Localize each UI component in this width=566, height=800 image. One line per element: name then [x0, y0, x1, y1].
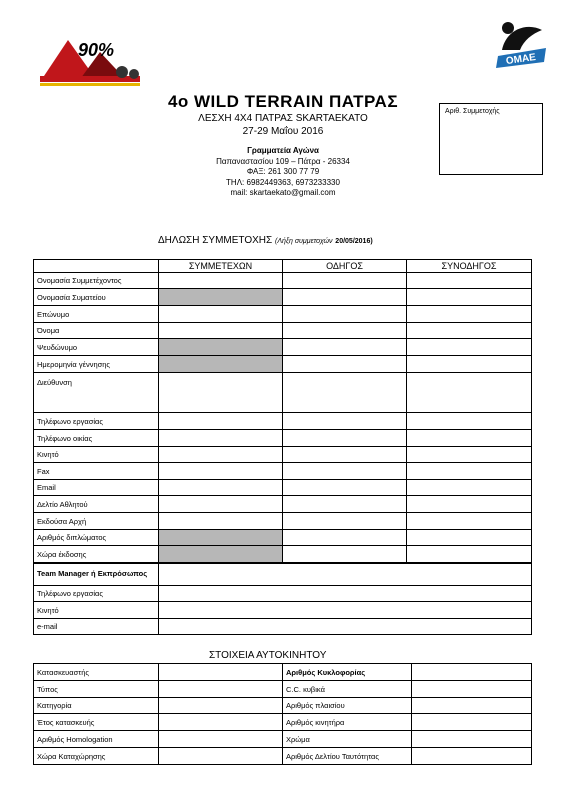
table-row [34, 373, 532, 413]
car-right-field[interactable] [412, 664, 532, 681]
declaration-note: (Λήξη συμμετοχών [274, 238, 333, 245]
table-row [34, 530, 532, 546]
entry-col-codriver: ΣΥΝΟΔΗΓΟΣ [407, 260, 532, 273]
car-left-field[interactable] [159, 748, 283, 765]
row-label: Τηλέφωνο εργασίας [34, 586, 159, 602]
participant-cell-shaded [159, 289, 283, 306]
row-label: Δελτίο Αθλητού [34, 496, 159, 513]
table-row [34, 681, 532, 698]
participant-cell-shaded [159, 339, 283, 356]
table-row [34, 447, 532, 463]
participant-cell[interactable] [159, 480, 283, 496]
declaration-deadline: 20/05/2016) [335, 238, 373, 245]
codriver-cell[interactable] [407, 430, 532, 447]
table-row [34, 748, 532, 765]
car-left-field[interactable] [159, 714, 283, 731]
codriver-cell[interactable] [407, 323, 532, 339]
car-section-title: ΣΤΟΙΧΕΙΑ ΑΥΤΟΚΙΝΗΤΟΥ [209, 650, 327, 661]
participant-cell[interactable] [159, 413, 283, 430]
row-label: Κινητό [34, 447, 159, 463]
secretariat-phone: ΤΗΛ: 6982449363, 6973233330 [226, 177, 340, 187]
codriver-cell[interactable] [407, 513, 532, 530]
driver-cell[interactable] [283, 306, 407, 323]
team-manager-table [33, 563, 532, 635]
logo-left-text: 90% [77, 40, 115, 60]
team-field[interactable] [159, 619, 532, 635]
codriver-cell[interactable] [407, 273, 532, 289]
codriver-cell[interactable] [407, 356, 532, 373]
driver-cell[interactable] [283, 323, 407, 339]
table-row [34, 496, 532, 513]
team-field[interactable] [159, 586, 532, 602]
driver-cell[interactable] [283, 430, 407, 447]
entry-col-participant: ΣΥΜΜΕΤΕΧΩΝ [159, 260, 283, 273]
driver-cell[interactable] [283, 496, 407, 513]
driver-cell[interactable] [283, 530, 407, 546]
driver-cell[interactable] [283, 273, 407, 289]
participant-cell[interactable] [159, 513, 283, 530]
driver-cell[interactable] [283, 413, 407, 430]
driver-cell[interactable] [283, 480, 407, 496]
car-left-field[interactable] [159, 731, 283, 748]
table-row [34, 339, 532, 356]
participant-cell[interactable] [159, 496, 283, 513]
car-left-label: Έτος κατασκευής [34, 714, 159, 731]
driver-cell[interactable] [283, 546, 407, 563]
row-label: Επώνυμο [34, 306, 159, 323]
car-right-label: Αριθμός Δελτίου Ταυτότητας [283, 748, 412, 765]
participant-cell[interactable] [159, 430, 283, 447]
row-label: Τηλέφωνο εργασίας [34, 413, 159, 430]
row-label: Ημερομηνία γέννησης [34, 356, 159, 373]
participant-cell[interactable] [159, 463, 283, 480]
row-label: Διεύθυνση [34, 373, 159, 413]
car-right-field[interactable] [412, 698, 532, 714]
car-right-label: C.C. κυβικά [283, 681, 412, 698]
table-row [34, 602, 532, 619]
car-left-label: Κατηγορία [34, 698, 159, 714]
row-label: Χώρα έκδοσης [34, 546, 159, 563]
entry-col-label [34, 260, 159, 273]
team-field[interactable] [159, 602, 532, 619]
driver-cell[interactable] [283, 339, 407, 356]
participant-cell-shaded [159, 546, 283, 563]
table-row [34, 306, 532, 323]
table-row [34, 430, 532, 447]
row-label: e-mail [34, 619, 159, 635]
participant-cell[interactable] [159, 373, 283, 413]
table-row [34, 356, 532, 373]
car-table [33, 663, 532, 765]
row-label: Εκδούσα Αρχή [34, 513, 159, 530]
secretariat-address: Παπαναστασίου 109 – Πάτρα - 26334 [216, 156, 350, 166]
car-right-label: Αριθμός κινητήρα [283, 714, 412, 731]
row-label: Όνομα [34, 323, 159, 339]
row-label: Team Manager ή Εκπρόσωπος [34, 564, 159, 586]
entry-table [33, 259, 532, 563]
driver-cell[interactable] [283, 356, 407, 373]
logo-right-text: ΟΜΑΕ [505, 51, 537, 68]
participant-cell[interactable] [159, 273, 283, 289]
table-row [34, 480, 532, 496]
table-row [34, 289, 532, 306]
table-row [34, 564, 532, 586]
car-left-label: Χώρα Καταχώρησης [34, 748, 159, 765]
row-label: Ψευδώνυμο [34, 339, 159, 356]
table-row [34, 513, 532, 530]
driver-cell[interactable] [283, 373, 407, 413]
table-row [34, 698, 532, 714]
secretariat-title: Γραμματεία Αγώνα [247, 146, 319, 155]
event-logo [38, 32, 142, 88]
row-label: Κινητό [34, 602, 159, 619]
car-right-field[interactable] [412, 681, 532, 698]
event-dates: 27-29 Μαΐου 2016 [242, 126, 324, 137]
driver-cell[interactable] [283, 447, 407, 463]
driver-cell[interactable] [283, 289, 407, 306]
club-name: ΛΕΣΧΗ 4Χ4 ΠΑΤΡΑΣ SKARTAEKATO [198, 113, 368, 124]
participant-cell[interactable] [159, 306, 283, 323]
car-left-field[interactable] [159, 681, 283, 698]
car-left-field[interactable] [159, 664, 283, 681]
entry-header-row [34, 260, 532, 273]
codriver-cell[interactable] [407, 496, 532, 513]
row-label: Email [34, 480, 159, 496]
car-left-field[interactable] [159, 698, 283, 714]
secretariat-fax: ΦΑΞ: 261 300 77 79 [246, 167, 320, 176]
participant-number-label: Αριθ. Συμμετοχής [445, 108, 500, 115]
codriver-cell[interactable] [407, 373, 532, 413]
participant-number-box[interactable] [439, 103, 543, 175]
declaration-title: ΔΗΛΩΣΗ ΣΥΜΜΕΤΟΧΗΣ [158, 235, 273, 246]
team-field[interactable] [159, 564, 532, 586]
participant-cell[interactable] [159, 447, 283, 463]
codriver-cell[interactable] [407, 339, 532, 356]
car-right-field[interactable] [412, 714, 532, 731]
driver-cell[interactable] [283, 513, 407, 530]
declaration-heading [158, 235, 373, 246]
row-label: Ονομασία Συματείου [34, 289, 159, 306]
secretariat-mail: mail: skartaekato@gmail.com [230, 188, 336, 197]
table-row [34, 664, 532, 681]
codriver-cell[interactable] [407, 546, 532, 563]
row-label: Fax [34, 463, 159, 480]
table-row [34, 546, 532, 563]
car-right-label: Αριθμός Κυκλοφορίας [283, 664, 412, 681]
row-label: Τηλέφωνο οικίας [34, 430, 159, 447]
codriver-cell[interactable] [407, 413, 532, 430]
table-row [34, 731, 532, 748]
event-title: 4ο WILD TERRAIN ΠΑΤΡΑΣ [167, 92, 399, 111]
car-right-label: Χρώμα [283, 731, 412, 748]
car-left-label: Αριθμός Homologation [34, 731, 159, 748]
participant-cell[interactable] [159, 323, 283, 339]
codriver-cell[interactable] [407, 463, 532, 480]
table-row [34, 413, 532, 430]
codriver-cell[interactable] [407, 480, 532, 496]
table-row [34, 463, 532, 480]
entry-col-driver: ΟΔΗΓΟΣ [283, 260, 407, 273]
participant-cell-shaded [159, 530, 283, 546]
codriver-cell[interactable] [407, 530, 532, 546]
codriver-cell[interactable] [407, 447, 532, 463]
car-right-field[interactable] [412, 748, 532, 765]
table-row [34, 619, 532, 635]
row-label: Ονομασία Συμμετέχοντος [34, 273, 159, 289]
table-row [34, 273, 532, 289]
row-label: Αριθμός διπλώματος [34, 530, 159, 546]
codriver-cell[interactable] [407, 289, 532, 306]
car-right-label: Αριθμός πλαισίου [283, 698, 412, 714]
car-left-label: Τύπος [34, 681, 159, 698]
table-row [34, 323, 532, 339]
car-right-field[interactable] [412, 731, 532, 748]
car-left-label: Κατασκευαστής [34, 664, 159, 681]
codriver-cell[interactable] [407, 306, 532, 323]
table-row [34, 714, 532, 731]
driver-cell[interactable] [283, 463, 407, 480]
omae-logo [488, 16, 550, 74]
participant-cell-shaded [159, 356, 283, 373]
table-row [34, 586, 532, 602]
